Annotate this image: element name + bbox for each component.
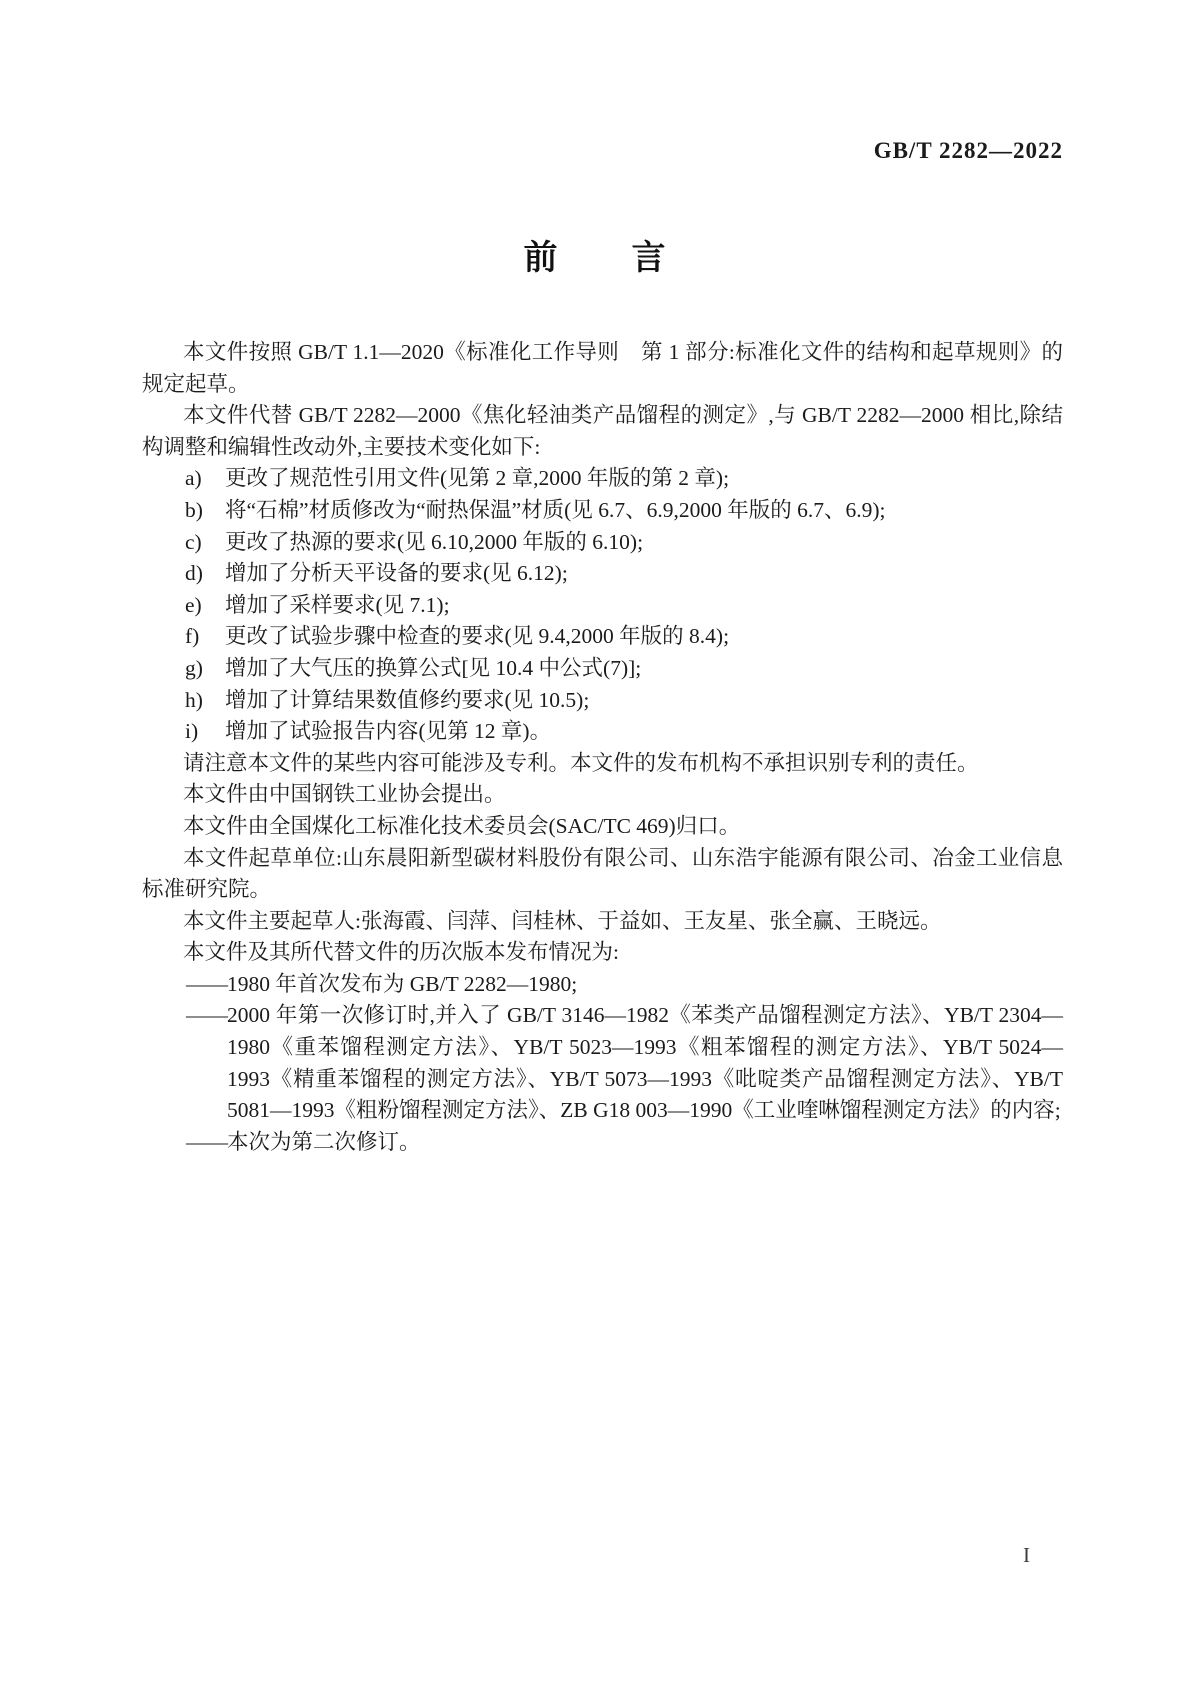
paragraph-drafters: 本文件主要起草人:张海霞、闫萍、闫桂林、于益如、王友星、张全赢、王晓远。 — [183, 908, 942, 933]
history-item-current — [142, 1127, 1063, 1159]
paragraph-patent-notice: 请注意本文件的某些内容可能涉及专利。本文件的发布机构不承担识别专利的责任。 — [183, 750, 979, 775]
standard-number: GB/T 2282—2022 — [873, 138, 1063, 163]
change-item-label: e) — [185, 592, 202, 617]
change-item-b — [142, 495, 1063, 527]
dash-bullet: —— — [186, 1129, 227, 1154]
change-item-text: 更改了试验步骤中检查的要求(见 9.4,2000 年版的 8.4); — [225, 624, 730, 649]
change-item-text: 增加了试验报告内容(见第 12 章)。 — [225, 719, 552, 744]
history-item-text: 2000 年第一次修订时,并入了 GB/T 3146—1982《苯类产品馏程测定方法》、YB/T 2304—1980《重苯馏程测定方法》、YB/T 5023—1993《粗苯馏程的测定方法》、YB/T 5024—1993《精重苯馏程的测定方法》、YB/T 5073—1993《吡啶类产品馏程测定方法》、YB/T 5081—1993《粗粉馏程测定方法》、ZB G18 003—1990《工业喹啉馏程测定方法》的内容; — [227, 1003, 1063, 1123]
change-item-h — [142, 685, 1063, 717]
change-item-label: c) — [185, 529, 202, 554]
paragraph-drafting-units: 本文件起草单位:山东晨阳新型碳材料股份有限公司、山东浩宇能源有限公司、冶金工业信息标准研究院。 — [142, 845, 1063, 902]
foreword-content — [142, 337, 1063, 1158]
change-item-f — [142, 621, 1063, 653]
paragraph-drafting-basis: 本文件按照 GB/T 1.1—2020《标准化工作导则 第 1 部分:标准化文件的结构和起草规则》的规定起草。 — [142, 340, 1063, 396]
change-item-i — [142, 716, 1063, 748]
change-item-label: b) — [185, 497, 203, 522]
paragraph-replacement-note: 本文件代替 GB/T 2282—2000《焦化轻油类产品馏程的测定》,与 GB/T 2282—2000 相比,除结构调整和编辑性改动外,主要技术变化如下: — [142, 403, 1063, 459]
change-item-text: 更改了规范性引用文件(见第 2 章,2000 年版的第 2 章); — [225, 466, 730, 491]
paragraph-history-intro: 本文件及其所代替文件的历次版本发布情况为: — [183, 940, 619, 965]
page-title: 前 言 — [523, 239, 668, 277]
history-item-text: 1980 年首次发布为 GB/T 2282—1980; — [227, 971, 578, 996]
change-item-g — [142, 653, 1063, 685]
history-item-2000 — [142, 1000, 1063, 1126]
history-list — [142, 969, 1063, 1159]
history-item-1980 — [142, 969, 1063, 1001]
change-item-text: 更改了热源的要求(见 6.10,2000 年版的 6.10); — [225, 529, 644, 554]
change-item-c — [142, 527, 1063, 559]
change-item-d — [142, 558, 1063, 590]
change-item-text: 增加了分析天平设备的要求(见 6.12); — [225, 561, 568, 586]
history-item-text: 本次为第二次修订。 — [227, 1129, 421, 1154]
dash-bullet: —— — [186, 1003, 227, 1028]
change-item-label: a) — [185, 466, 202, 491]
change-item-label: f) — [185, 624, 200, 649]
change-item-text: 增加了计算结果数值修约要求(见 10.5); — [225, 687, 590, 712]
change-item-label: g) — [185, 655, 203, 680]
change-item-label: i) — [185, 719, 199, 744]
paragraph-proposer: 本文件由中国钢铁工业协会提出。 — [183, 782, 506, 807]
change-item-e — [142, 590, 1063, 622]
change-item-text: 增加了采样要求(见 7.1); — [225, 592, 450, 617]
dash-bullet: —— — [186, 971, 227, 996]
page-number: I — [1023, 1543, 1030, 1567]
change-item-label: d) — [185, 561, 203, 586]
change-list — [142, 463, 1063, 747]
change-item-a — [142, 463, 1063, 495]
change-item-text: 将“石棉”材质修改为“耐热保温”材质(见 6.7、6.9,2000 年版的 6.7、6.9); — [225, 497, 886, 522]
paragraph-centralized-body: 本文件由全国煤化工标准化技术委员会(SAC/TC 469)归口。 — [183, 813, 741, 838]
change-item-text: 增加了大气压的换算公式[见 10.4 中公式(7)]; — [225, 655, 642, 680]
change-item-label: h) — [185, 687, 203, 712]
